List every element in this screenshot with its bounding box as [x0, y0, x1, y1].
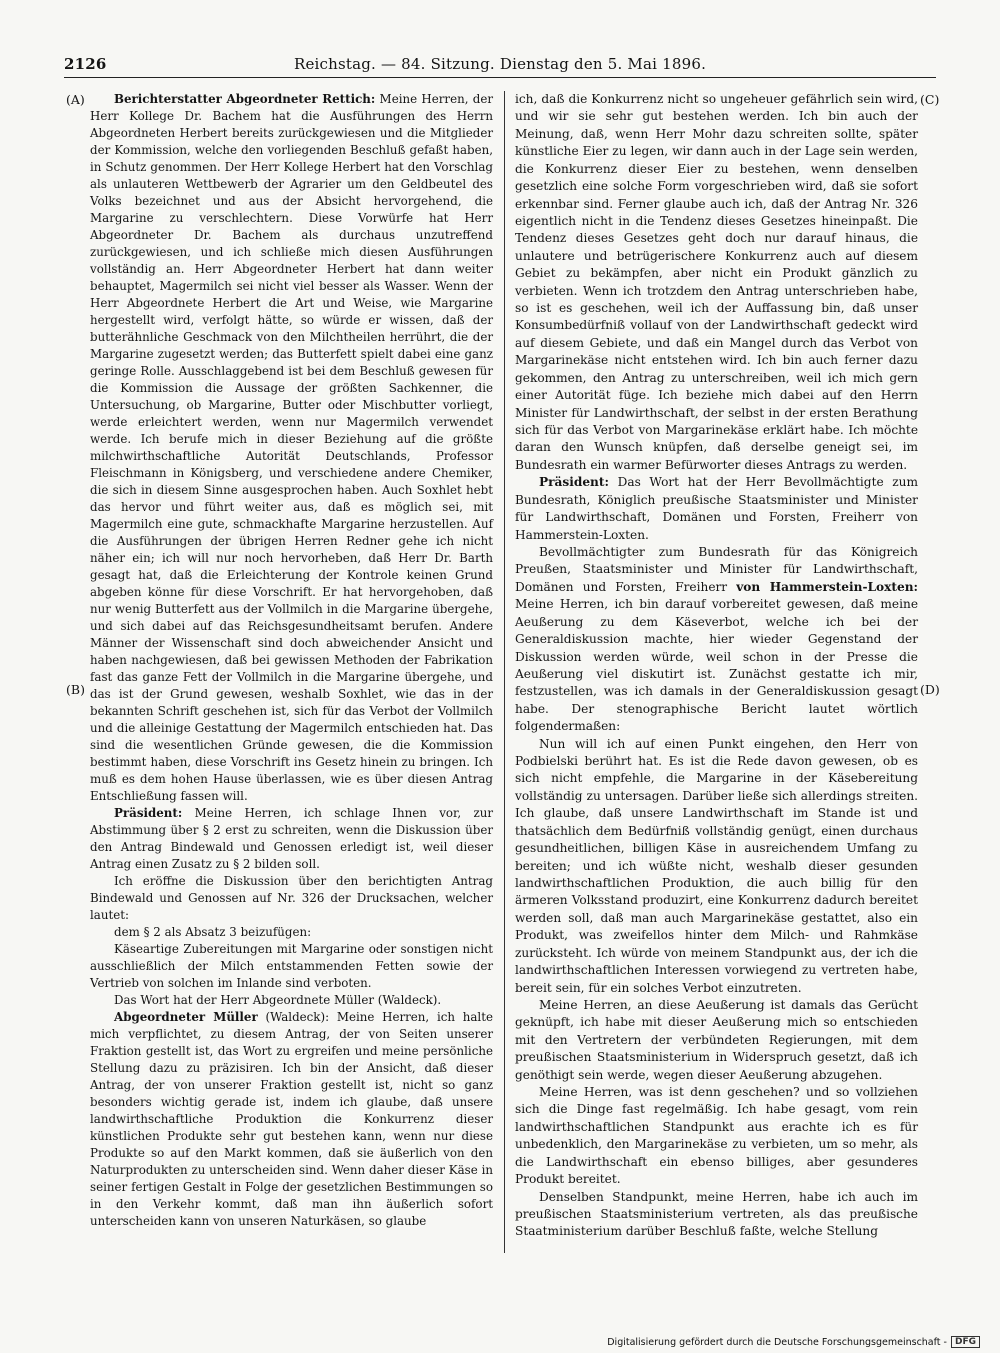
page-number: 2126: [64, 55, 107, 73]
page-header: [64, 55, 936, 79]
footer-credit: Digitalisierung gefördert durch die Deutsche Forschungsgemeinschaft -: [607, 1336, 947, 1348]
quoted-record: Nun will ich auf einen Punkt eingehen, den Herr von Podbielski berührt hat. Es ist die Rede davon gewesen, ob es sich nicht empfehle, die Margarine in der Käsebereitung vollständig zu untersagen. Darüber ließe sich allerdings streiten. Ich glaube, daß unsere Landwirthschaft im Stande ist und thatsächlich dem Bedürfniß vollständig genügt, einen durchaus gesundheitlichen, billigen Käse in ausreichendem Umfang zu bereiten; und ich wüßte nicht, weshalb dieser gesunden landwirthschaftlichen Produktion, die auch billig für den ärmeren Volksstand produzirt, eine Konkurrenz dadurch bereitet werden soll, daß man auch Margarinekäse gestattet, also ein Produkt, was zweifellos hinter dem Milch- und Rahmkäse zurücksteht. Ich würde von meinem Standpunkt aus, der ich die landwirthschaftlichen Interessen vorwiegend zu vertreten habe, bereit sein, für ein solches Verbot einzutreten.: [515, 736, 918, 995]
speaker-name: Berichterstatter Abgeordneter Rettich:: [114, 92, 376, 106]
margin-marker-b: (B): [66, 682, 85, 697]
paragraph: Ich eröffne die Diskussion über den berichtigten Antrag Bindewald und Genossen auf Nr. 326 der Drucksachen, welcher lautet:: [90, 874, 493, 922]
paragraph: [90, 1009, 493, 1230]
speech-text: Das Wort hat der Herr Bevollmächtigte zum Bundesrath, Königlich preußische Staatsminister und Minister für Landwirthschaft, Domänen und Forsten, Freiherr von Hammerstein-Loxten.: [515, 475, 918, 542]
margin-marker-c: (C): [920, 92, 940, 107]
speech-text: Meine Herren, der Herr Kollege Dr. Bachem hat die Ausführungen des Herrn Abgeordneten Herbert bereits zurückgewiesen und die Mitglieder der Kommission, welche den vorliegenden Beschluß gefaßt haben, in Schutz genommen. Der Herr Kollege Herbert hat den Vorschlag als unlauteren Wettbewerb der Agrarier um den Geldbeutel des Volks bezeichnet und aus der Absicht hervorgehend, die Margarine zu verschlechtern. Diese Vorwürfe hat Herr Abgeordneter Dr. Bachem als durchaus unzutreffend zurückgewiesen, und ich schließe mich diesen Ausführungen vollständig an. Herr Abgeordneter Herbert hat dann weiter behauptet, Magermilch sei nicht viel besser als Wasser. Wenn der Herr Abgeordnete Herbert die Art und Weise, wie Margarine hergestellt wird, verfolgt hätte, so würde er wissen, daß der butterähnliche Geschmack von den Milchtheilen herrührt, die der Margarine zugesetzt werden; das Butterfett spielt dabei eine ganz geringe Rolle. Ausschlaggebend ist bei dem Beschluß gewesen für die Kommission die Aussage der größten Sachkenner, die Untersuchung, ob Margarine, Butter oder Mischbutter vorliegt, werde erleichtert werden, wenn nur Magermilch verwendet werde. Ich berufe mich in dieser Beziehung auf die größte milchwirthschaftliche Autorität Deutschlands, Professor Fleischmann in Königsberg, und verschiedene andere Chemiker, die sich in diesem Sinne ausgesprochen haben. Auch Soxhlet hebt das hervor und führt weiter aus, daß es möglich sei, mit Magermilch eine gute, schmackhafte Margarine herzustellen. Auf die Ausführungen der übrigen Herren Redner gehe ich nicht näher ein; ich will nur noch hervorheben, daß Herr Dr. Barth gesagt hat, daß die Erleichterung der Kontrole keinen Grund abgeben könne für diese Vorschrift. Er hat hervorgehoben, daß nur wenig Butterfett aus der Vollmilch in die Margarine übergehe, und sich dabei auf das Reichsgesundheitsamt berufen. Andere Männer der Wissenschaft sind doch abweichender Ansicht und haben nachgewiesen, daß bei gewissen Methoden der Fabrikation fast das ganze Fett der Vollmilch in die Margarine übergehe, und das ist der Grund gewesen, weshalb Soxhlet, wie das in der bekannten Schrift geschehen ist, sich für das Verbot der Vollmilch und die alleinige Gestattung der Magermilch entschieden hat. Das sind die wesentlichen Gründe gewesen, die die Kommission bestimmt haben, diese Vorschrift ins Gesetz hinein zu bringen. Ich muß es dem hohen Hause überlassen, wie es über diesen Antrag Entschließung fassen will.: [90, 92, 493, 803]
speaker-name: Präsident:: [114, 806, 183, 820]
column-divider: [504, 91, 505, 1253]
dfg-logo: DFG: [951, 1336, 980, 1348]
speaker-name: von Hammerstein-Loxten:: [736, 579, 919, 594]
paragraph: [90, 805, 493, 873]
speech-text: Meine Herren, ich bin darauf vorbereitet gewesen, daß meine Aeußerung zu dem Käseverbot, welche ich bei der Generaldiskussion machte, hier wieder Gegenstand der Diskussion werden würde, weil schon in der Presse die Aeußerung viel diskutirt ist. Zunächst gestatte ich mir, festzustellen, was ich damals in der Generaldiskussion gesagt habe. Der stenographische Bericht lautet wörtlich folgendermaßen:: [515, 597, 918, 734]
margin-marker-a: (A): [66, 92, 85, 107]
running-title: Reichstag. — 84. Sitzung. Dienstag den 5. Mai 1896.: [293, 55, 707, 73]
speaker-title: Bevollmächtigter zum Bundesrath für das Königreich Preußen, Staatsminister und Minister für Landwirthschaft, Domänen und Forsten, Freiherr: [515, 544, 918, 594]
speech-text: (Waldeck): Meine Herren, ich halte mich verpflichtet, zu diesem Antrag, der von Seiten unserer Fraktion gestellt ist, das Wort zu ergreifen und meine persönliche Stellung dazu zu präzisiren. Ich bin der Ansicht, daß dieser Antrag, der von unserer Fraktion gestellt ist, nicht so ganz besonders wichtig gerade ist, indem ich glaube, daß unsere landwirthschaftliche Produktion die Konkurrenz dieser künstlichen Produkte sehr gut bestehen kann, wenn nur diese Produkte so auf den Markt kommen, daß sie äußerlich von den Naturprodukten zu unterscheiden sind. Wenn daher dieser Käse in seiner fertigen Gestalt in Folge der gesetzlichen Bestimmungen so in den Verkehr kommt, daß man ihn äußerlich sofort unterscheiden kann von unseren Naturkäsen, so glaube: [90, 1010, 493, 1228]
footer: [607, 1336, 980, 1348]
left-column: [90, 91, 493, 1230]
speaker-name: Abgeordneter Müller: [114, 1010, 258, 1024]
motion-lead: dem § 2 als Absatz 3 beizufügen:: [114, 925, 312, 939]
paragraph: Meine Herren, was ist denn geschehen? und so vollziehen sich die Dinge fast regelmäßig. Ich habe gesagt, vom rein landwirthschaftlichen Standpunkt aus erachte ich es für unbedenklich, den Margarinekäse zu verbieten, um so mehr, als die Landwirthschaft ein ebenso billiges, aber gesunderes Produkt bereitet.: [515, 1085, 918, 1187]
motion-text: Käseartige Zubereitungen mit Margarine oder sonstigen nicht ausschließlich der Milch entstammenden Fetten sowie der Vertrieb von solchen im Inlande sind verboten.: [90, 942, 493, 990]
paragraph: [515, 544, 918, 736]
paragraph: [90, 91, 493, 805]
paragraph: [515, 474, 918, 544]
header-rule: [64, 77, 936, 78]
right-column: [515, 91, 918, 1241]
margin-marker-d: (D): [920, 682, 940, 697]
speech-text: Meine Herren, ich schlage Ihnen vor, zur Abstimmung über § 2 erst zu schreiten, wenn die Diskussion über den Antrag Bindewald und Genossen erledigt ist, weil dieser Antrag einen Zusatz zu § 2 bilden soll.: [90, 806, 493, 871]
paragraph: Meine Herren, an diese Aeußerung ist damals das Gerücht geknüpft, ich habe mit dieser Aeußerung mich so entschieden mit den Vertretern der verbündeten Regierungen, mit dem preußischen Staatsministerium in Widerspruch gesetzt, daß ich genöthigt sein werde, wegen dieser Aeußerung abzugehen.: [515, 997, 918, 1082]
paragraph: Das Wort hat der Herr Abgeordnete Müller (Waldeck).: [114, 993, 442, 1007]
speaker-name: Präsident:: [539, 475, 609, 490]
paragraph: ich, daß die Konkurrenz nicht so ungeheuer gefährlich sein wird, und wir sie sehr gut bestehen werden. Ich bin auch der Meinung, daß, wenn Herr Mohr dazu schreiten sollte, später künstliche Eier zu legen, wir dann auch in der Lage sein werden, die Konkurrenz dieser Eier zu bestehen, wenn denselben gesetzlich eine solche Form vorgeschrieben wird, daß sie sofort erkennbar sind. Ferner glaube auch ich, daß der Antrag Nr. 326 eigentlich nicht in die Tendenz dieses Gesetzes hineinpaßt. Die Tendenz dieses Gesetzes geht doch nur darauf hinaus, die unlautere und betrügerischere Konkurrenz auch auf diesem Gebiet zu bekämpfen, aber nicht ein Produkt gänzlich zu verbieten. Wenn ich trotzdem den Antrag unterschrieben habe, so ist es geschehen, weil ich der Auffassung bin, daß unser Konsumbedürfniß vollauf von der Landwirthschaft gedeckt wird auf diesem Gebiete, und daß ein Mangel durch das Verbot von Margarinekäse nicht entstehen wird. Ich bin auch ferner dazu gekommen, den Antrag zu unterschreiben, weil ich mich gern einer Autorität füge. Ich beziehe mich dabei auf den Herrn Minister für Landwirthschaft, der selbst in der ersten Berathung sich für das Verbot von Margarinekäse erklärt habe. Ich möchte daran den Wunsch knüpfen, daß derselbe geneigt sei, im Bundesrath ein warmer Befürworter dieses Antrags zu werden.: [515, 92, 918, 472]
paragraph: Denselben Standpunkt, meine Herren, habe ich auch im preußischen Staatsministerium vertreten, als das preußische Staatministerium darüber Beschluß faßte, welche Stellung: [515, 1189, 918, 1239]
